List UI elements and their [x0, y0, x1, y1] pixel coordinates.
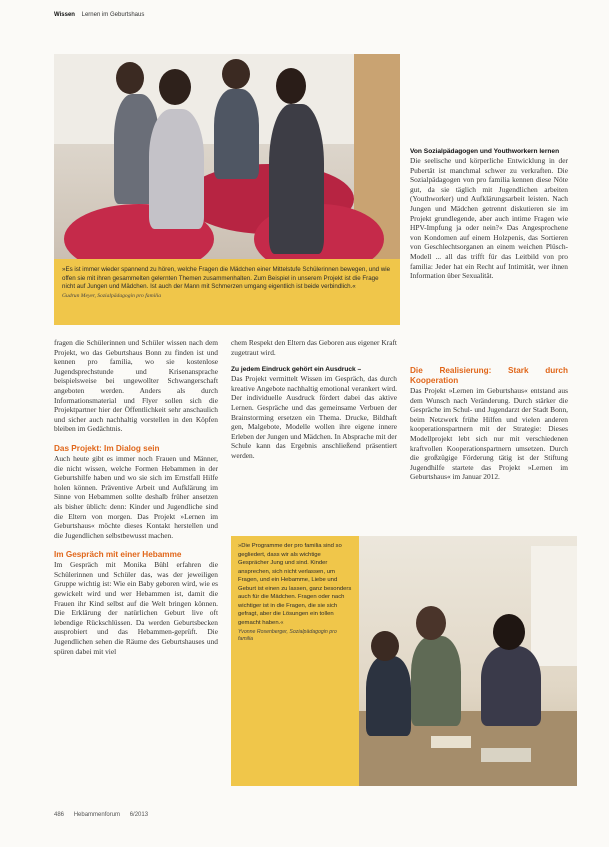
photo-caption-quote: [54, 259, 400, 325]
section-heading: Zu jedem Eindruck gehört ein Ausdruck –: [231, 366, 362, 374]
paragraph: Im Gespräch mit Monika Bühl erfahren die Schülerinnen und Schüler das, was der jeweiligen Gruppe wichtig ist: Wie ein Baby geboren wird, wie es gewickelt wird und wer Hebammen ist, damit die Frauen ihr Kind selbst auf die Welt bringen können. Die Erklärung der natürlichen Geburt live oft lebendige Rückschlüssen. Da werden Geburtsbecken ausprobiert und das Hebammen-geprüft. Die Jugendlichen sehen die Räume des Geburtshauses und spüren dabei mit viel: [54, 560, 218, 656]
page-footer: [54, 812, 156, 818]
paragraph: Das Projekt vermittelt Wissen im Gespräch, das durch kreative Angebote nachhaltig emotional verankert wird. Der individuelle Ausdruck fördert dabei das aktive Lernen. Gespräche und das gemeinsame Verbuen der Brainstorming ersetzen ein Thema. Drucke, Bildhaft gen, Malgebote, Modelle wollen ihre eigene innere Erleben der Jungen und Mädchen. In Absprache mit der Schule kann das Ergebnis anschließend präsentiert werden.: [231, 374, 397, 460]
header-topic: Lernen im Geburtshaus: [81, 12, 145, 18]
caption-quote-text: »Es ist immer wieder spannend zu hören, welche Fragen die Mädchen einer Mittelstufe Schülerinnen bewegen, und wie offen sie mit ihren gesammelten gelernten Themen zusammenhalten. Zum Beispiel in unserem Projekt ist die Frage nicht auf Jungen und Mädchen. Ist auch der Mann mit Schmerzen umgang eigentlich ist beide verbindlich.«: [62, 266, 391, 291]
right-column-top: [410, 147, 568, 281]
paragraph: fragen die Schülerinnen und Schüler wissen nach dem Projekt, wo das Geburtshaus Bonn zu finden ist und kennen pro familia, wo sie kostenlose Jugendsprechstunde und Krisenansprache beispielsweise bei ungewollter Schwangerschaft angeboten werden. Anders als durch Informationsmaterial und Flyer sollen sich die Projektpartner hier der Öffentlichkeit sehr anschaulich und sicher auch nachhaltig vorstellen in den Köpfen bleiben im Gedächtnis.: [54, 338, 218, 434]
page-number: 486: [54, 812, 65, 818]
paragraph: Auch heute gibt es immer noch Frauen und Männer, die nicht wissen, welche Formen Hebammen in der Geburtshilfe haben und wo sie sich im Ernstfall Hilfe holen können. Präventive Arbeit und Aufklärung im Sinne von Hebammen sollte deshalb früher ansetzen als bisher üblich: denn: Kinder und Jugendliche sind die Eltern von morgen. Das Projekt »Lernen im Geburtshaus« möchte dieses Kontakt herstellen und die Jugendlichen selbstbewusst machen.: [54, 453, 218, 540]
photo-caption-quote: [231, 536, 359, 786]
caption-quote-text: »Die Programme der pro familia sind so gegliedert, dass wir als wichtige Gesprächer Jung und sind. Kinder ansprechen, sich nicht verlassen, um Fragen, und ein Hebamme, Liebe und Geburt ist einen zu lassen, ganz besonders auch für die Mädchen. Fragen oder nach wichtiger ist in die Fragen, die sie sich gefragt, aber die Lösungen ein tollen gemacht haben.«: [238, 543, 352, 626]
right-column-bottom: [410, 366, 568, 482]
left-column: [54, 338, 218, 656]
caption-source: Yvonne Rosenberger, Sozialpädagogin pro familia: [238, 629, 337, 642]
section-heading: Die Realisierung: Stark durch Kooperation: [410, 366, 568, 385]
section-heading: Von Sozialpädagogen und Youthworkern lernen: [410, 148, 560, 155]
photo-girls-on-cushions: [54, 54, 400, 269]
header-section: Wissen: [54, 12, 75, 18]
section-heading: Das Projekt: Im Dialog sein: [54, 443, 160, 453]
issue: 6/2013: [129, 812, 149, 818]
paragraph: chem Respekt den Eltern das Geboren aus eigener Kraft zugetraut wird.: [231, 338, 397, 357]
paragraph: Das Projekt »Lernen im Geburtshaus« entstand aus dem Wunsch nach Veränderung. Durch stärker die Gespräche im Schul- und Jugendarzt der Stadt Bonn, beim Netzwerk frühe Hilfen und vielen anderen kooperationspartnern mit der Strategie: Dieses Modellprojekt lebt sich nur mit verschiedenen kraftvollen Kooperationspartnern umsetzen. Durch die großzügige Förderung tätig ist der Stiftung Jugendhilfe startete das Projekt »Lernen im Geburtshaus« im Januar 2012.: [410, 386, 568, 482]
running-header: [54, 12, 144, 18]
caption-source: Gudrun Meyer, Sozialpädagogin pro familia: [62, 292, 162, 299]
section-heading: Im Gespräch mit einer Hebamme: [54, 550, 182, 560]
middle-column: [231, 338, 397, 461]
journal-name: Hebammenforum: [73, 812, 121, 818]
paragraph: Die seelische und körperliche Entwicklung in der Pubertät ist manchmal schwer zu verkraften. Die Sozialpädagogen von pro familia kennen diese Nöte gut, da sie täglich mit Jugendlichen arbeiten (Youthworker) und Aufklärungsarbeit leisten. Nach Jungen und Mädchen getrennt diskutieren sie im Projekt grundlegende, aber auch intime Fragen wie HPV-Impfung ja oder nein?« Das Angesprochene von Kondomen auf einem Holzpenis, das Sortieren von Geschlechtsorganen an einem weichen Plüsch-Modell ... all das trifft für das Leitbild von pro familia: Jeder hat ein Recht auf Intimität, wer ihnen Information über Sexualität.: [410, 156, 568, 281]
